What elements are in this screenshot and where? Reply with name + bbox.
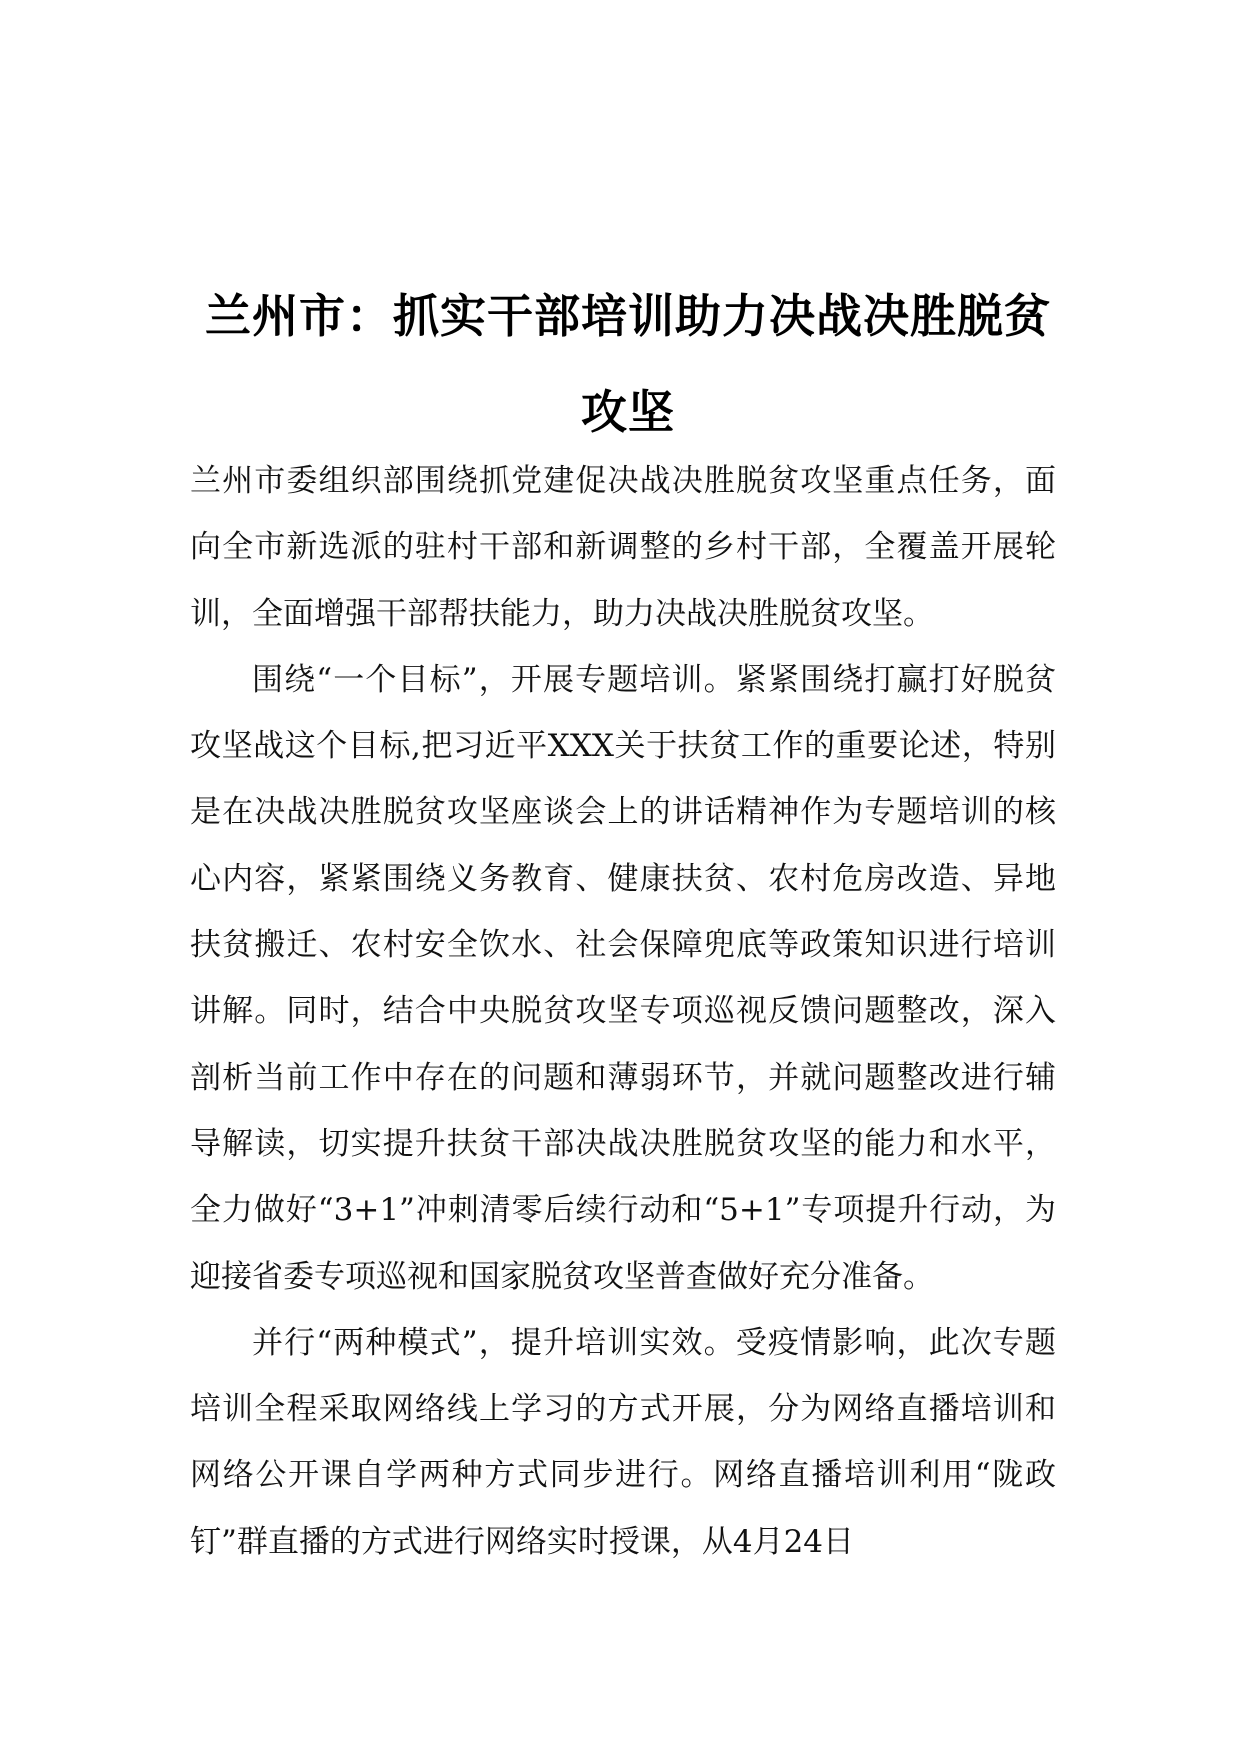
- document-body: [190, 448, 1056, 1575]
- body-paragraph-one-target: 围绕“一个目标”，开展专题培训。紧紧围绕打赢打好脱贫攻坚战这个目标,把习近平XXX关于扶贫工作的重要论述，特别是在决战决胜脱贫攻坚座谈会上的讲话精神作为专题培训的核心内容，紧紧围绕义务教育、健康扶贫、农村危房改造、异地扶贫搬迁、农村安全饮水、社会保障兜底等政策知识进行培训讲解。同时，结合中央脱贫攻坚专项巡视反馈问题整改，深入剖析当前工作中存在的问题和薄弱环节，并就问题整改进行辅导解读，切实提升扶贫干部决战决胜脱贫攻坚的能力和水平，全力做好“3+1”冲刺清零后续行动和“5+1”专项提升行动，为迎接省委专项巡视和国家脱贫攻坚普查做好充分准备。: [190, 661, 1056, 1295]
- intro-paragraph: 兰州市委组织部围绕抓党建促决战决胜脱贫攻坚重点任务，面向全市新选派的驻村干部和新调整的乡村干部，全覆盖开展轮训，全面增强干部帮扶能力，助力决战决胜脱贫攻坚。: [190, 463, 1056, 632]
- body-paragraph-two-modes: 并行“两种模式”，提升培训实效。受疫情影响，此次专题培训全程采取网络线上学习的方式开展，分为网络直播培训和网络公开课自学两种方式同步进行。网络直播培训利用“陇政钉”群直播的方式进行网络实时授课，从4月24日: [190, 1324, 1056, 1560]
- document-title: 兰州市：抓实干部培训助力决战决胜脱贫攻坚: [205, 289, 1051, 439]
